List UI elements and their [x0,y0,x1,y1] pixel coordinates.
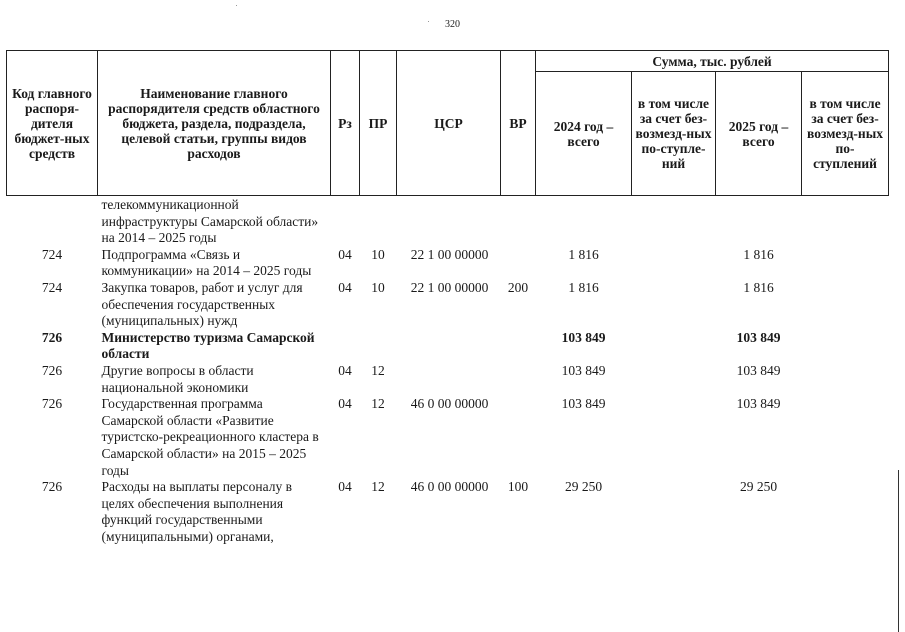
cell-2024-grants [632,280,716,330]
cell-2024-total: 103 849 [561,362,606,378]
cell-code: 726 [41,329,63,345]
cell-pr: 12 [371,362,385,378]
table-row [7,280,889,330]
cell-2025-total: 1 816 [743,246,774,262]
cell-pr: 10 [371,246,385,262]
cell-2025-total: 103 849 [736,362,781,378]
cell-2024-grants [632,396,716,479]
cell-csr [397,330,501,363]
cell-name: Государственная программа Самарской области «Развитие туристско-рекреационного кластера в Самарской области» на 2015 – 2025 годы [101,396,319,478]
cell-vr [501,196,536,247]
cell-2025-total: 103 849 [736,329,781,345]
cell-vr [501,396,536,479]
cell-2025-total [716,196,802,247]
cell-2025-total: 1 816 [743,279,774,295]
cell-2025-total: 29 250 [739,479,778,495]
cell-rz [331,330,360,363]
table-row [7,396,889,479]
header-vr: ВР [501,51,536,196]
cell-2024-total [536,196,632,247]
cell-rz [331,196,360,247]
cell-2025-grants [802,247,889,280]
cell-rz: 04 [338,246,352,262]
cell-rz: 04 [338,362,352,378]
header-pr: ПР [360,51,397,196]
table-row [7,363,889,396]
header-name: Наименование главного распорядителя средств областного бюджета, раздела, подраздела, целевой статьи, группы видов расходов [98,51,331,196]
table-row [7,479,889,545]
table-row [7,196,889,247]
cell-name: Расходы на выплаты персоналу в целях обеспечения выполнения функций государственными (муниципальными) органами, [101,479,292,544]
cell-2025-grants [802,196,889,247]
cell-csr [397,363,501,396]
cell-2025-grants [802,363,889,396]
cell-name: Закупка товаров, работ и услуг для обеспечения государственных (муниципальных) нужд [101,279,303,329]
header-2025-grants: в том числе за счет без-возмезд-ных по-ступлений [802,72,889,196]
cell-pr: 12 [371,479,385,495]
cell-name: Подпрограмма «Связь и коммуникации» на 2014 – 2025 годы [101,246,312,279]
cell-pr: 12 [371,396,385,412]
cell-csr [397,196,501,247]
cell-code [7,196,98,247]
cell-2024-total: 29 250 [564,479,603,495]
cell-vr: 200 [507,279,529,295]
cell-vr [501,247,536,280]
cell-2024-total: 103 849 [561,329,606,345]
cell-2025-grants [802,330,889,363]
cell-code: 724 [41,279,63,295]
cell-code: 726 [41,479,63,495]
scan-speck [428,21,429,22]
page-number: 320 [445,19,460,30]
cell-2024-grants [632,196,716,247]
table-row [7,330,889,363]
cell-vr [501,330,536,363]
cell-2025-grants [802,280,889,330]
cell-pr [360,196,397,247]
header-2024-total: 2024 год – всего [536,72,632,196]
cell-rz: 04 [338,479,352,495]
cell-name: Другие вопросы в области национальной экономики [101,362,254,395]
cell-2025-total: 103 849 [736,396,781,412]
cell-2024-grants [632,363,716,396]
cell-code: 726 [41,396,63,412]
cell-vr: 100 [507,479,529,495]
cell-2024-grants [632,330,716,363]
scan-speck [236,5,237,6]
cell-code: 726 [41,362,63,378]
cell-2024-total: 1 816 [568,246,599,262]
budget-table [6,50,889,545]
header-2024-grants: в том числе за счет без-возмезд-ных по-ступле-ний [632,72,716,196]
cell-2025-grants [802,396,889,479]
cell-csr: 22 1 00 00000 [410,246,489,262]
header-code: Код главного распоря-дителя бюджет-ных средств [7,51,98,196]
table-row [7,247,889,280]
table-body [7,196,889,546]
cell-name: Министерство туризма Самарской области [101,329,315,362]
cell-code: 724 [41,246,63,262]
cell-pr [360,330,397,363]
cell-name: телекоммуникационной инфраструктуры Самарской области» на 2014 – 2025 годы [101,197,319,246]
cell-2024-grants [632,247,716,280]
page-edge-line [898,470,899,632]
header-rz: Рз [331,51,360,196]
cell-rz: 04 [338,396,352,412]
table-header [7,51,889,196]
cell-2024-total: 103 849 [561,396,606,412]
cell-csr: 46 0 00 00000 [410,396,489,412]
cell-2025-grants [802,479,889,545]
cell-csr: 22 1 00 00000 [410,279,489,295]
header-2025-total: 2025 год – всего [716,72,802,196]
cell-csr: 46 0 00 00000 [410,479,489,495]
cell-rz: 04 [338,279,352,295]
cell-vr [501,363,536,396]
header-sum-group: Сумма, тыс. рублей [536,51,889,72]
cell-2024-total: 1 816 [568,279,599,295]
cell-2024-grants [632,479,716,545]
header-csr: ЦСР [397,51,501,196]
cell-pr: 10 [371,279,385,295]
